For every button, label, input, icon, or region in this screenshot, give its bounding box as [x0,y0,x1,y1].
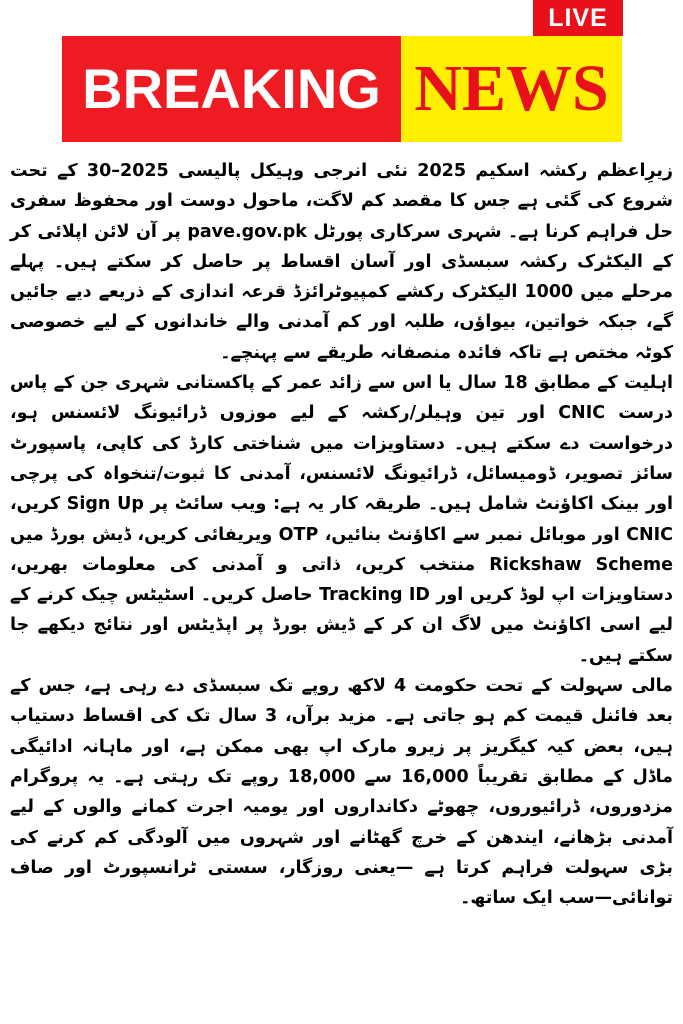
article-paragraph-scheme-overview: زیرِاعظم رکشہ اسکیم 2025 نئی انرجی وہیکل پالیسی 2025–30 کے تحت شروع کی گئی ہے جس کا مقصد کم لاگت، ماحول دوست اور محفوظ سفری حل فراہم کرنا ہے۔ شہری سرکاری پورٹل pave.gov.pk پر آن لائن اپلائی کر کے الیکٹرک رکشہ سبسڈی اور آسان اقساط پر حاصل کر سکتے ہیں۔ پہلے مرحلے میں 1000 الیکٹرک رکشے کمپیوٹرائزڈ قرعہ اندازی کے ذریعے دیے جائیں گے، جبکہ خواتین، بیواؤں، طلبہ اور کم آمدنی والے خاندانوں کے لیے خصوصی کوٹہ مختص ہے تاکہ فائدہ منصفانہ طریقے سے پہنچے۔ [10,161,673,363]
news-label: NEWS [401,36,622,142]
article-body [10,156,673,913]
article-paragraph-financial-facility: مالی سہولت کے تحت حکومت 4 لاکھ روپے تک سبسڈی دے رہی ہے، جس کے بعد فائنل قیمت کم ہو جاتی ہے۔ مزید برآں، 3 سال تک کی اقساط دستیاب ہیں، بعض کیہ کیگریز پر زیرو مارک اپ بھی ممکن ہے، اور ماہانہ ادائیگی ماڈل کے مطابق تقریباً 16,000 سے 18,000 روپے تک رہتی ہے۔ یہ پروگرام مزدوروں، ڈرائیوروں، چھوٹے دکانداروں اور یومیہ اجرت کمانے والوں کے لیے آمدنی بڑھانے، ایندھن کے خرچ گھٹانے اور شہروں میں آلودگی کم کرنے کی بڑی سہولت فراہم کرتا ہے —یعنی روزگار، سستی ٹرانسپورٹ اور صاف توانائی—سب ایک ساتھ۔ [10,676,674,909]
breaking-label: BREAKING [62,36,401,142]
breaking-news-banner [62,36,622,142]
live-badge: LIVE [533,0,623,36]
article-paragraph-eligibility-process: اہلیت کے مطابق 18 سال یا اس سے زائد عمر کے پاکستانی شہری جن کے پاس درست CNIC اور تین وہیلر/رکشہ کے لیے موزوں ڈرائیونگ لائسنس ہو، درخواست دے سکتے ہیں۔ دستاویزات میں شناختی کارڈ کی کاپی، پاسپورٹ سائز تصویر، ڈومیسائل، ڈرائیونگ لائسنس، آمدنی کا ثبوت/تنخواہ کی پرچی اور بینک اکاؤنٹ شامل ہیں۔ طریقہ کار یہ ہے: ویب سائٹ پر Sign Up کریں، CNIC اور موبائل نمبر سے اکاؤنٹ بنائیں، OTP ویریفائی کریں، ڈیش بورڈ میں Rickshaw Scheme منتخب کریں، ذاتی و آمدنی کی معلومات بھریں، دستاویزات اپ لوڈ کریں اور Tracking ID حاصل کریں۔ اسٹیٹس چیک کرنے کے لیے اسی اکاؤنٹ میں لاگ ان کر کے ڈیش بورڈ پر اپڈیٹس اور نتائج دیکھے جا سکتے ہیں۔ [10,373,674,666]
